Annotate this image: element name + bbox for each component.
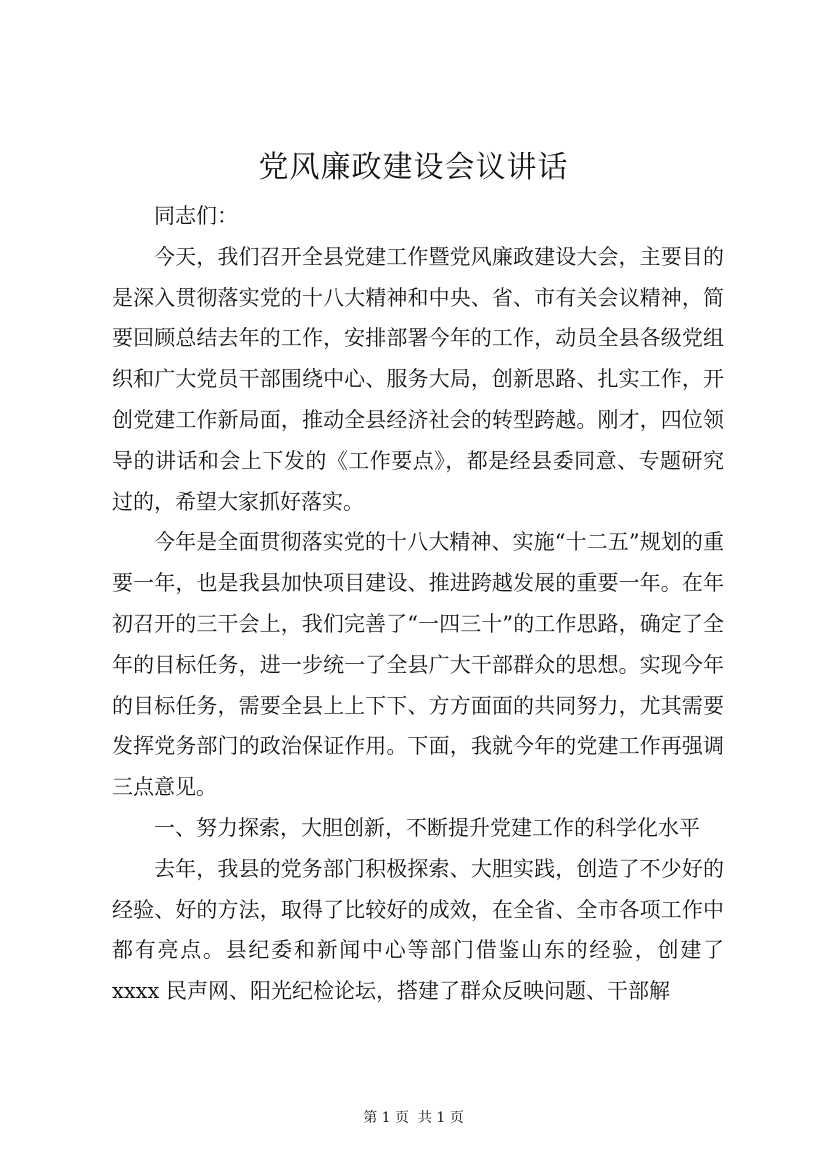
section-heading-1: 一、努力探索，大胆创新，不断提升党建工作的科学化水平 <box>154 815 700 840</box>
document-body <box>112 196 724 1012</box>
body-paragraph-2: 今年是全面贯彻落实党的十八大精神、实施“十二五”规划的重要一年，也是我县加快项目建设、推进跨越发展的重要一年。在年初召开的三干会上，我们完善了“一四三十”的工作思路，确定了全年的目标任务，进一步统一了全县广大干部群众的思想。实现今年的目标任务，需要全县上上下下、方方面面的共同努力，尤其需要发挥党务部门的政治保证作用。下面，我就今年的党建工作再强调三点意见。 <box>112 530 724 800</box>
body-paragraph-1: 今天，我们召开全县党建工作暨党风廉政建设大会，主要目的是深入贯彻落实党的十八大精神和中央、省、市有关会议精神，简要回顾总结去年的工作，安排部署今年的工作，动员全县各级党组织和广大党员干部围绕中心、服务大局，创新思路、扎实工作，开创党建工作新局面，推动全县经济社会的转型跨越。刚才，四位领导的讲话和会上下发的《工作要点》，都是经县委同意、专题研究过的，希望大家抓好落实。 <box>112 244 724 514</box>
page-number-label: 第 1 页 共 1 页 <box>363 1110 464 1126</box>
page-footer <box>0 1108 827 1128</box>
salutation-paragraph: 同志们： <box>154 204 238 228</box>
document-title: 党风廉政建设会议讲话 <box>258 150 569 185</box>
body-paragraph-3: 去年，我县的党务部门积极探索、大胆实践，创造了不少好的经验、好的方法，取得了比较好的成效，在全省、全市各项工作中都有亮点。县纪委和新闻中心等部门借鉴山东的经验，创建了 xxxx 民声网、阳光纪检论坛，搭建了群众反映问题、干部解 <box>112 856 724 1004</box>
